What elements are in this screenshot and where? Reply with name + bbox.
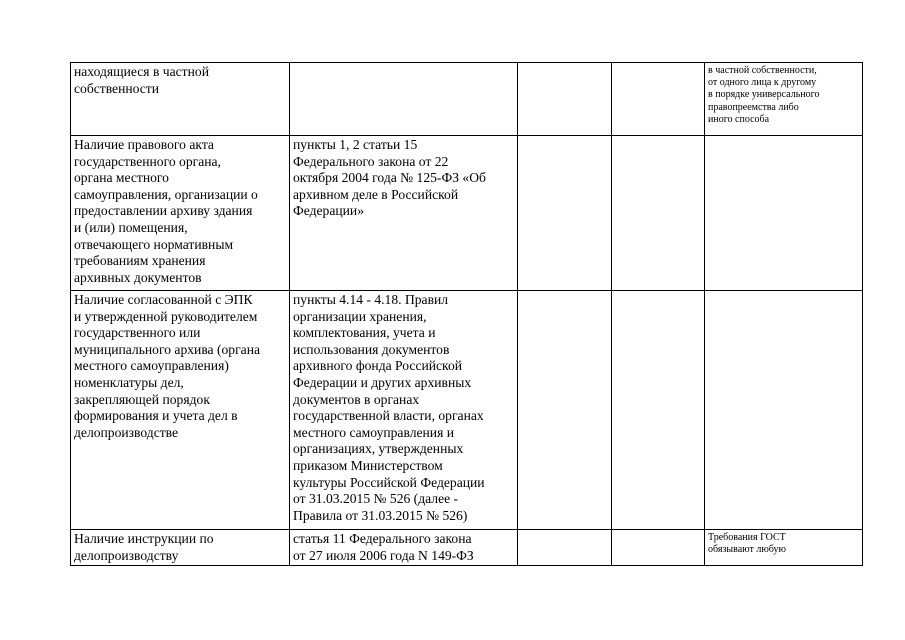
legal-source-cell — [290, 63, 518, 136]
empty-cell — [612, 136, 705, 291]
empty-cell — [518, 136, 612, 291]
table-row — [71, 63, 863, 136]
table-row — [71, 530, 863, 566]
note-cell — [705, 136, 863, 291]
requirement-cell: Наличие инструкции по делопроизводству — [71, 530, 290, 566]
empty-cell — [518, 291, 612, 530]
note-cell — [705, 291, 863, 530]
legal-source-cell: пункты 4.14 - 4.18. Правил организации хранения, комплектования, учета и использования документов архивного фонда Российской Федерации и других архивных документов в органах государственной власти, органах местного самоуправления и организациях, утвержденных приказом Министерством культуры Российской Федерации от 31.03.2015 № 526 (далее - Правила от 31.03.2015 № 526) — [290, 291, 518, 530]
table-row — [71, 136, 863, 291]
empty-cell — [612, 530, 705, 566]
legal-source-cell: пункты 1, 2 статьи 15 Федерального закона от 22 октября 2004 года № 125-ФЗ «Об архивном деле в Российской Федерации» — [290, 136, 518, 291]
requirement-cell: Наличие правового акта государственного органа, органа местного самоуправления, организации о предоставлении архиву здания и (или) помещения, отвечающего нормативным требованиям хранения архивных документов — [71, 136, 290, 291]
note-cell: в частной собственности, от одного лица к другому в порядке универсального правопреемства либо иного способа — [705, 63, 863, 136]
empty-cell — [612, 291, 705, 530]
legal-source-cell: статья 11 Федерального закона от 27 июля 2006 года N 149-ФЗ — [290, 530, 518, 566]
empty-cell — [612, 63, 705, 136]
empty-cell — [518, 530, 612, 566]
requirement-cell: находящиеся в частной собственности — [71, 63, 290, 136]
requirements-table — [70, 62, 863, 566]
note-cell: Требования ГОСТ обязывают любую — [705, 530, 863, 566]
requirement-cell: Наличие согласованной с ЭПК и утвержденной руководителем государственного или муниципального архива (органа местного самоуправления) номенклатуры дел, закрепляющей порядок формирования и учета дел в делопроизводстве — [71, 291, 290, 530]
empty-cell — [518, 63, 612, 136]
table-row — [71, 291, 863, 530]
